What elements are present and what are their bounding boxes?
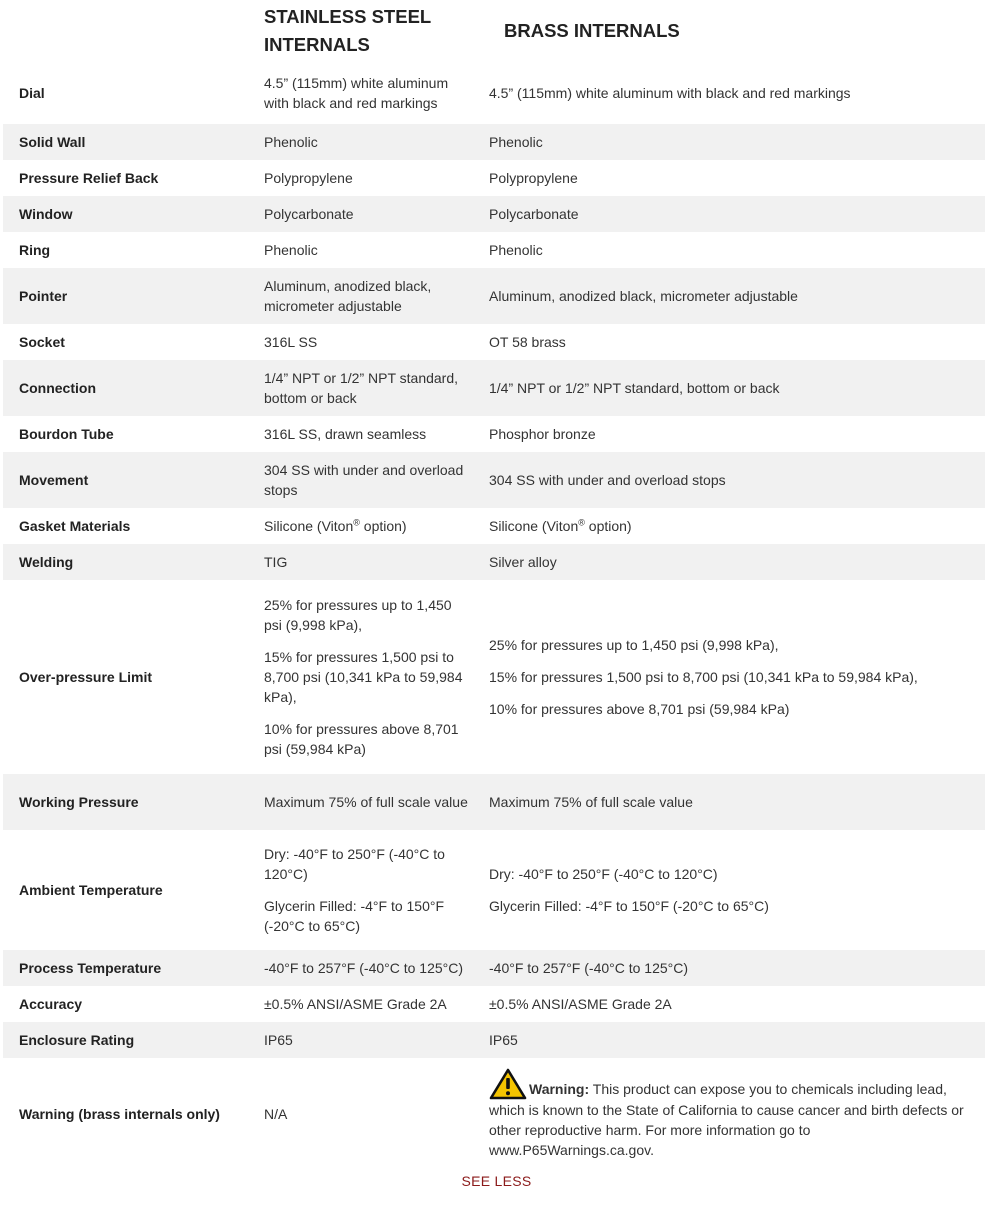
warning-triangle-icon <box>489 1068 527 1100</box>
table-row <box>3 324 985 360</box>
ss-value-text: -40°F to 257°F (-40°C to 125°C) <box>264 960 464 976</box>
brass-value-text: Polypropylene <box>489 170 578 186</box>
table-row <box>3 452 985 508</box>
table-header <box>3 0 985 62</box>
brass-value <box>474 864 985 916</box>
table-row <box>3 774 985 830</box>
ss-value <box>249 204 474 224</box>
registered-mark: ® <box>578 517 585 528</box>
ss-value-text: 304 SS with under and overload stops <box>264 462 464 498</box>
brass-value-text: Polycarbonate <box>489 206 579 222</box>
brass-value-text: 304 SS with under and overload stops <box>489 472 726 488</box>
ss-value-text: IP65 <box>264 1032 293 1048</box>
ss-value-text: 4.5” (115mm) white aluminum with black and red markings <box>264 75 449 111</box>
ss-value-text: Aluminum, anodized black, micrometer adjustable <box>264 278 432 314</box>
brass-value <box>474 83 985 103</box>
ss-value-text: 316L SS <box>264 334 318 350</box>
ss-value <box>249 240 474 260</box>
row-label: Ambient Temperature <box>19 882 163 898</box>
ss-value <box>249 368 474 408</box>
row-label: Window <box>19 206 73 222</box>
table-row-warning <box>3 1058 985 1169</box>
brass-value-text: 10% for pressures above 8,701 psi (59,984 kPa) <box>489 701 790 717</box>
warning-text: This product can expose you to chemicals including lead, which is known to the State of California to cause cancer and birth defects or other reproductive harm. For more information go to www.P65Warnings.ca.gov. <box>489 1080 964 1158</box>
table-row <box>3 508 985 544</box>
brass-value-text: Glycerin Filled: -4°F to 150°F (-20°C to 65°C) <box>489 898 769 914</box>
brass-value <box>474 994 985 1014</box>
ss-value-text: Phenolic <box>264 134 318 150</box>
brass-value <box>474 378 985 398</box>
header-stainless-steel: STAINLESS STEEL INTERNALS <box>264 6 431 55</box>
brass-value-text: Phenolic <box>489 242 543 258</box>
brass-value <box>474 635 985 719</box>
see-less-link[interactable]: SEE LESS <box>461 1173 532 1189</box>
row-label: Movement <box>19 472 89 488</box>
brass-value <box>474 286 985 306</box>
spec-comparison-table <box>3 0 985 1169</box>
brass-value-text: Phosphor bronze <box>489 426 596 442</box>
ss-value <box>249 595 474 759</box>
ss-value <box>249 332 474 352</box>
brass-value-text: IP65 <box>489 1032 518 1048</box>
row-label: Solid Wall <box>19 134 86 150</box>
brass-value-text: Silver alloy <box>489 554 557 570</box>
ss-value: N/A <box>264 1105 288 1122</box>
row-label: Enclosure Rating <box>19 1032 135 1048</box>
table-row <box>3 268 985 324</box>
ss-value-text: ±0.5% ANSI/ASME Grade 2A <box>264 996 447 1012</box>
ss-value-text: 1/4” NPT or 1/2” NPT standard, bottom or back <box>264 370 459 406</box>
brass-value <box>474 332 985 352</box>
brass-value-text: Dry: -40°F to 250°F (-40°C to 120°C) <box>489 866 718 882</box>
brass-value-text: 1/4” NPT or 1/2” NPT standard, bottom or back <box>489 380 780 396</box>
header-brass: BRASS INTERNALS <box>504 20 680 41</box>
brass-value <box>474 1030 985 1050</box>
ss-value-text: Dry: -40°F to 250°F (-40°C to 120°C) <box>264 846 445 882</box>
row-label: Pointer <box>19 288 68 304</box>
brass-value-text: Aluminum, anodized black, micrometer adjustable <box>489 288 798 304</box>
table-row <box>3 1022 985 1058</box>
brass-value <box>474 132 985 152</box>
ss-value <box>249 132 474 152</box>
table-row <box>3 544 985 580</box>
registered-mark: ® <box>353 517 360 528</box>
row-label: Socket <box>19 334 65 350</box>
ss-value-text: Maximum 75% of full scale value <box>264 794 468 810</box>
table-row <box>3 360 985 416</box>
brass-value-text: -40°F to 257°F (-40°C to 125°C) <box>489 960 689 976</box>
brass-value <box>474 792 985 812</box>
brass-value <box>474 958 985 978</box>
ss-value-text: Polypropylene <box>264 170 353 186</box>
ss-value <box>249 168 474 188</box>
row-label: Bourdon Tube <box>19 426 114 442</box>
ss-value-text: Polycarbonate <box>264 206 354 222</box>
row-label: Pressure Relief Back <box>19 170 159 186</box>
row-label: Over-pressure Limit <box>19 669 153 685</box>
row-label: Connection <box>19 380 96 396</box>
ss-value-text: 15% for pressures 1,500 psi to 8,700 psi (10,341 kPa to 59,984 kPa), <box>264 649 463 705</box>
table-row <box>3 196 985 232</box>
row-label: Welding <box>19 554 74 570</box>
brass-value-text: 25% for pressures up to 1,450 psi (9,998 kPa), <box>489 637 779 653</box>
table-row <box>3 986 985 1022</box>
table-row <box>3 580 985 774</box>
ss-value <box>249 276 474 316</box>
brass-value <box>474 516 985 536</box>
ss-value-text: 10% for pressures above 8,701 psi (59,984 kPa) <box>264 721 459 757</box>
brass-value <box>474 552 985 572</box>
brass-value <box>474 168 985 188</box>
ss-value <box>249 73 474 113</box>
table-row <box>3 62 985 124</box>
brass-value-text: 15% for pressures 1,500 psi to 8,700 psi (10,341 kPa to 59,984 kPa), <box>489 669 918 685</box>
brass-value-text: Phenolic <box>489 134 543 150</box>
ss-value-text: 316L SS, drawn seamless <box>264 426 427 442</box>
ss-value <box>249 552 474 572</box>
row-label: Process Temperature <box>19 960 162 976</box>
warning-title: Warning: <box>529 1080 590 1097</box>
brass-value <box>474 204 985 224</box>
brass-value-text: OT 58 brass <box>489 334 566 350</box>
brass-value-text: Maximum 75% of full scale value <box>489 794 693 810</box>
ss-value <box>249 460 474 500</box>
ss-value-text: TIG <box>264 554 288 570</box>
brass-value <box>474 470 985 490</box>
brass-value <box>474 240 985 260</box>
row-label: Dial <box>19 85 45 101</box>
table-row <box>3 124 985 160</box>
ss-value-text: 25% for pressures up to 1,450 psi (9,998 kPa), <box>264 597 452 633</box>
ss-value <box>249 994 474 1014</box>
ss-value-text: Silicone (Viton® option) <box>264 517 407 534</box>
brass-value <box>474 424 985 444</box>
table-row <box>3 950 985 986</box>
brass-value-text: Silicone (Viton® option) <box>489 517 632 534</box>
brass-value-text: 4.5” (115mm) white aluminum with black and red markings <box>489 85 851 101</box>
ss-value <box>249 424 474 444</box>
ss-value-text: Glycerin Filled: -4°F to 150°F (-20°C to 65°C) <box>264 898 445 934</box>
row-label: Gasket Materials <box>19 518 131 534</box>
table-row <box>3 160 985 196</box>
table-row <box>3 232 985 268</box>
row-label: Accuracy <box>19 996 83 1012</box>
ss-value <box>249 516 474 536</box>
ss-value <box>249 1030 474 1050</box>
row-label: Warning (brass internals only) <box>19 1105 220 1122</box>
ss-value <box>249 844 474 936</box>
row-label: Working Pressure <box>19 794 139 810</box>
prop65-warning <box>474 1068 985 1160</box>
ss-value <box>249 792 474 812</box>
row-label: Ring <box>19 242 51 258</box>
ss-value <box>249 958 474 978</box>
ss-value-text: Phenolic <box>264 242 318 258</box>
table-row <box>3 830 985 950</box>
brass-value-text: ±0.5% ANSI/ASME Grade 2A <box>489 996 672 1012</box>
table-row <box>3 416 985 452</box>
